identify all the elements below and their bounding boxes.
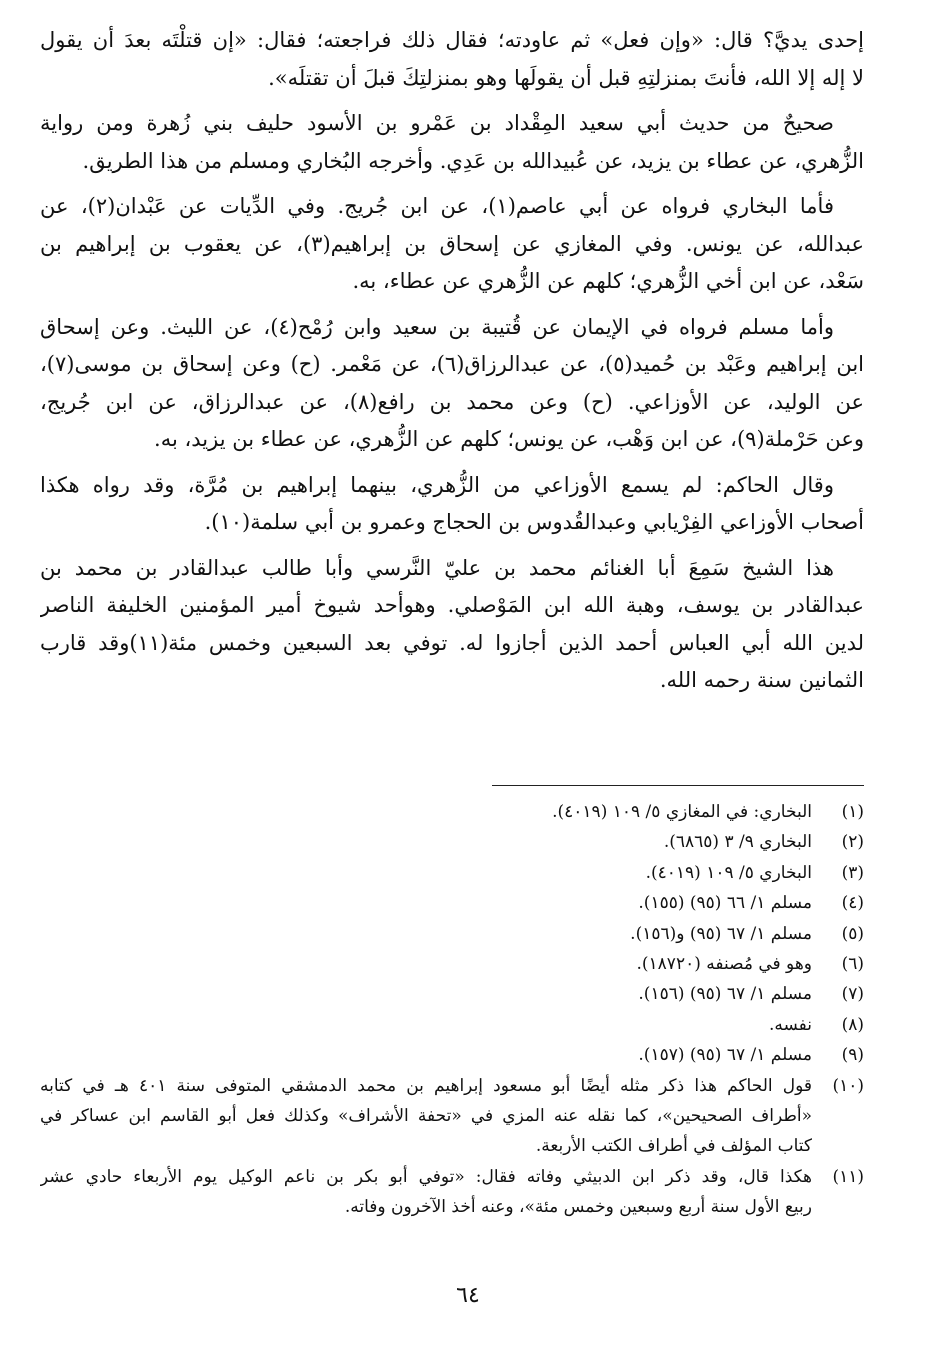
footnote	[40, 949, 864, 979]
footnote-line: قول الحاكم هذا ذكر مثله أيضًا أبو مسعود إبراهيم بن محمد الدمشقي المتوفى سنة ٤٠١ هـ في كتابه	[40, 1075, 812, 1096]
paragraph	[40, 188, 864, 301]
footnote	[40, 858, 864, 888]
footnote-line: مسلم ١/ ٦٦ (٩٥) (١٥٥).	[638, 893, 812, 914]
footnote-number: (١٠)	[832, 1075, 864, 1096]
footnote-text	[40, 858, 812, 888]
footnote-line: البخاري: في المغازي ٥/ ١٠٩ (٤٠١٩).	[552, 802, 812, 822]
footnote-text	[40, 979, 812, 1009]
page-number: ٦٤	[456, 1283, 480, 1308]
footnote-number: (٨)	[841, 1014, 864, 1035]
paragraph	[40, 22, 864, 97]
footnote-line: هكذا قال، وقد ذكر ابن الدبيثي وفاته فقال: «توفي أبو بكر بن ناعم الوكيل يوم الأربعاء حادي عشر	[40, 1166, 812, 1187]
footnote-line: مسلم ١/ ٦٧ (٩٥) (١٥٧).	[638, 1045, 812, 1066]
footnote-line: وهو في مُصنفه (١٨٧٢٠).	[636, 954, 812, 975]
footnote	[40, 1071, 864, 1162]
footnote	[40, 888, 864, 918]
footnote-text	[40, 797, 812, 827]
footnote-line: ربيع الأول سنة أربع وسبعين وخمس مئة»، وعنه أخذ الآخرون وفاته.	[344, 1197, 812, 1218]
body-text	[40, 22, 864, 700]
footnote-line: «أطراف الصحيحين»، كما نقله عنه المزي في «تحفة الأشراف» وكذلك فعل أبو القاسم ابن عساكر في	[40, 1106, 812, 1127]
footnote-text	[40, 888, 812, 918]
footnote	[40, 797, 864, 827]
footnote-number: (١)	[841, 802, 864, 822]
footnote-text	[40, 1162, 812, 1223]
document-page	[40, 22, 864, 1332]
text-line: فأما البخاري فرواه عن أبي عاصم(١)، عن ابن جُريج. وفي الدِّيات عن عَبْدان(٢)، عن	[40, 194, 834, 218]
footnote	[40, 919, 864, 949]
footnote-line: مسلم ١/ ٦٧ (٩٥) (١٥٦).	[638, 984, 812, 1005]
footnote-text	[40, 1010, 812, 1040]
footnote-number: (٩)	[841, 1045, 864, 1066]
footnote	[40, 979, 864, 1009]
footnote-text	[40, 827, 812, 857]
footnote-line: البخاري ٩/ ٣ (٦٨٦٥).	[663, 832, 812, 853]
footnotes	[40, 797, 864, 1223]
text-line: أصحاب الأوزاعي الفِرْيابي وعبدالقُدوس بن الحجاج وعمرو بن أبي سلمة(١٠).	[204, 510, 864, 534]
footnote-text	[40, 919, 812, 949]
footnote-text	[40, 1040, 812, 1070]
text-line: وعن حَرْملة(٩)، عن ابن وَهْب، عن يونس؛ كلهم عن الزُّهري، عن عطاء بن يزيد، به.	[154, 427, 864, 451]
text-line: الثمانين سنة رحمه الله.	[659, 668, 864, 692]
footnote-number: (٧)	[841, 984, 864, 1005]
footnote-separator	[492, 785, 864, 786]
footnote	[40, 1010, 864, 1040]
footnote-text	[40, 949, 812, 979]
text-line: عبدالقادر بن يوسف، وهبة الله ابن المَوْصلي. وهوأحد شيوخ أمير المؤمنين الخليفة الناصر	[40, 593, 864, 617]
paragraph	[40, 467, 864, 542]
footnote-text	[40, 1071, 812, 1162]
text-line: عن الوليد، عن الأوزاعي. (ح) وعن محمد بن رافع(٨)، عن عبدالرزاق، عن ابن جُريج،	[40, 389, 864, 414]
text-line: سَعْد، عن ابن أخي الزُّهري؛ كلهم عن الزُّهري عن عطاء، به.	[352, 269, 864, 293]
footnote-number: (٢)	[841, 832, 864, 853]
text-line: هذا الشيخ سَمِعَ أبا الغنائم محمد بن عليّ النَّرسي وأبا طالب عبدالقادر بن محمد بن	[40, 555, 834, 580]
footnote	[40, 1040, 864, 1070]
text-line: وأما مسلم فرواه في الإيمان عن قُتيبة بن سعيد وابن رُمْح(٤)، عن الليث. وعن إسحاق	[40, 314, 835, 339]
footnote-line: مسلم ١/ ٦٧ (٩٥) و(١٥٦).	[630, 923, 812, 944]
text-line: لا إله إلا الله، فأنتَ بمنزلتِهِ قبل أن يقولَها وهو بمنزلتِكَ قبلَ أن تقتلَه».	[268, 65, 864, 90]
footnote-number: (٥)	[841, 923, 864, 944]
text-line: ابن إبراهيم وعَبْد بن حُميد(٥)، عن عبدالرزاق(٦)، عن مَعْمر. (ح) وعن إسحاق بن موسى(٧)،	[40, 352, 864, 376]
paragraph	[40, 550, 864, 700]
text-line: وقال الحاكم: لم يسمع الأوزاعي من الزُّهري، بينهما إبراهيم بن مُرَّة، وقد رواه هكذا	[40, 472, 834, 497]
footnote-number: (٤)	[841, 893, 864, 914]
paragraph	[40, 105, 864, 180]
footnote	[40, 1162, 864, 1223]
footnote-number: (٦)	[841, 954, 864, 975]
footnote-number: (١١)	[832, 1166, 864, 1187]
footnote	[40, 827, 864, 857]
text-line: الزُّهري، عن عطاء بن يزيد، عن عُبيدالله بن عَدِي. وأخرجه البُخاري ومسلم من هذا الطريق.	[82, 148, 864, 173]
text-line: عبدالله، عن يونس. وفي المغازي عن إسحاق بن إبراهيم(٣)، عن يعقوب بن إبراهيم بن	[40, 231, 864, 256]
footnote-line: البخاري ٥/ ١٠٩ (٤٠١٩).	[645, 862, 812, 883]
footnote-number: (٣)	[841, 862, 864, 883]
paragraph	[40, 309, 864, 459]
footnote-line: كتاب المؤلف في أطراف الكتب الأربعة.	[535, 1136, 812, 1157]
text-line: صحيحٌ من حديث أبي سعيد المِقْداد بن عَمْرو بن الأسود حليف بني زُهرة ومن رواية	[40, 111, 834, 135]
text-line: لدين الله أبي العباس أحمد الذين أجازوا له. توفي بعد السبعين وخمس مئة(١١)وقد قارب	[40, 630, 864, 655]
text-line: إحدى يديَّ؟ قال: «وإن فعل» ثم عاودته؛ فقال ذلك فراجعته؛ فقال: «إن قتلْتَه بعدَ أن يقول	[40, 28, 864, 52]
footnote-line: نفسه.	[768, 1014, 812, 1035]
